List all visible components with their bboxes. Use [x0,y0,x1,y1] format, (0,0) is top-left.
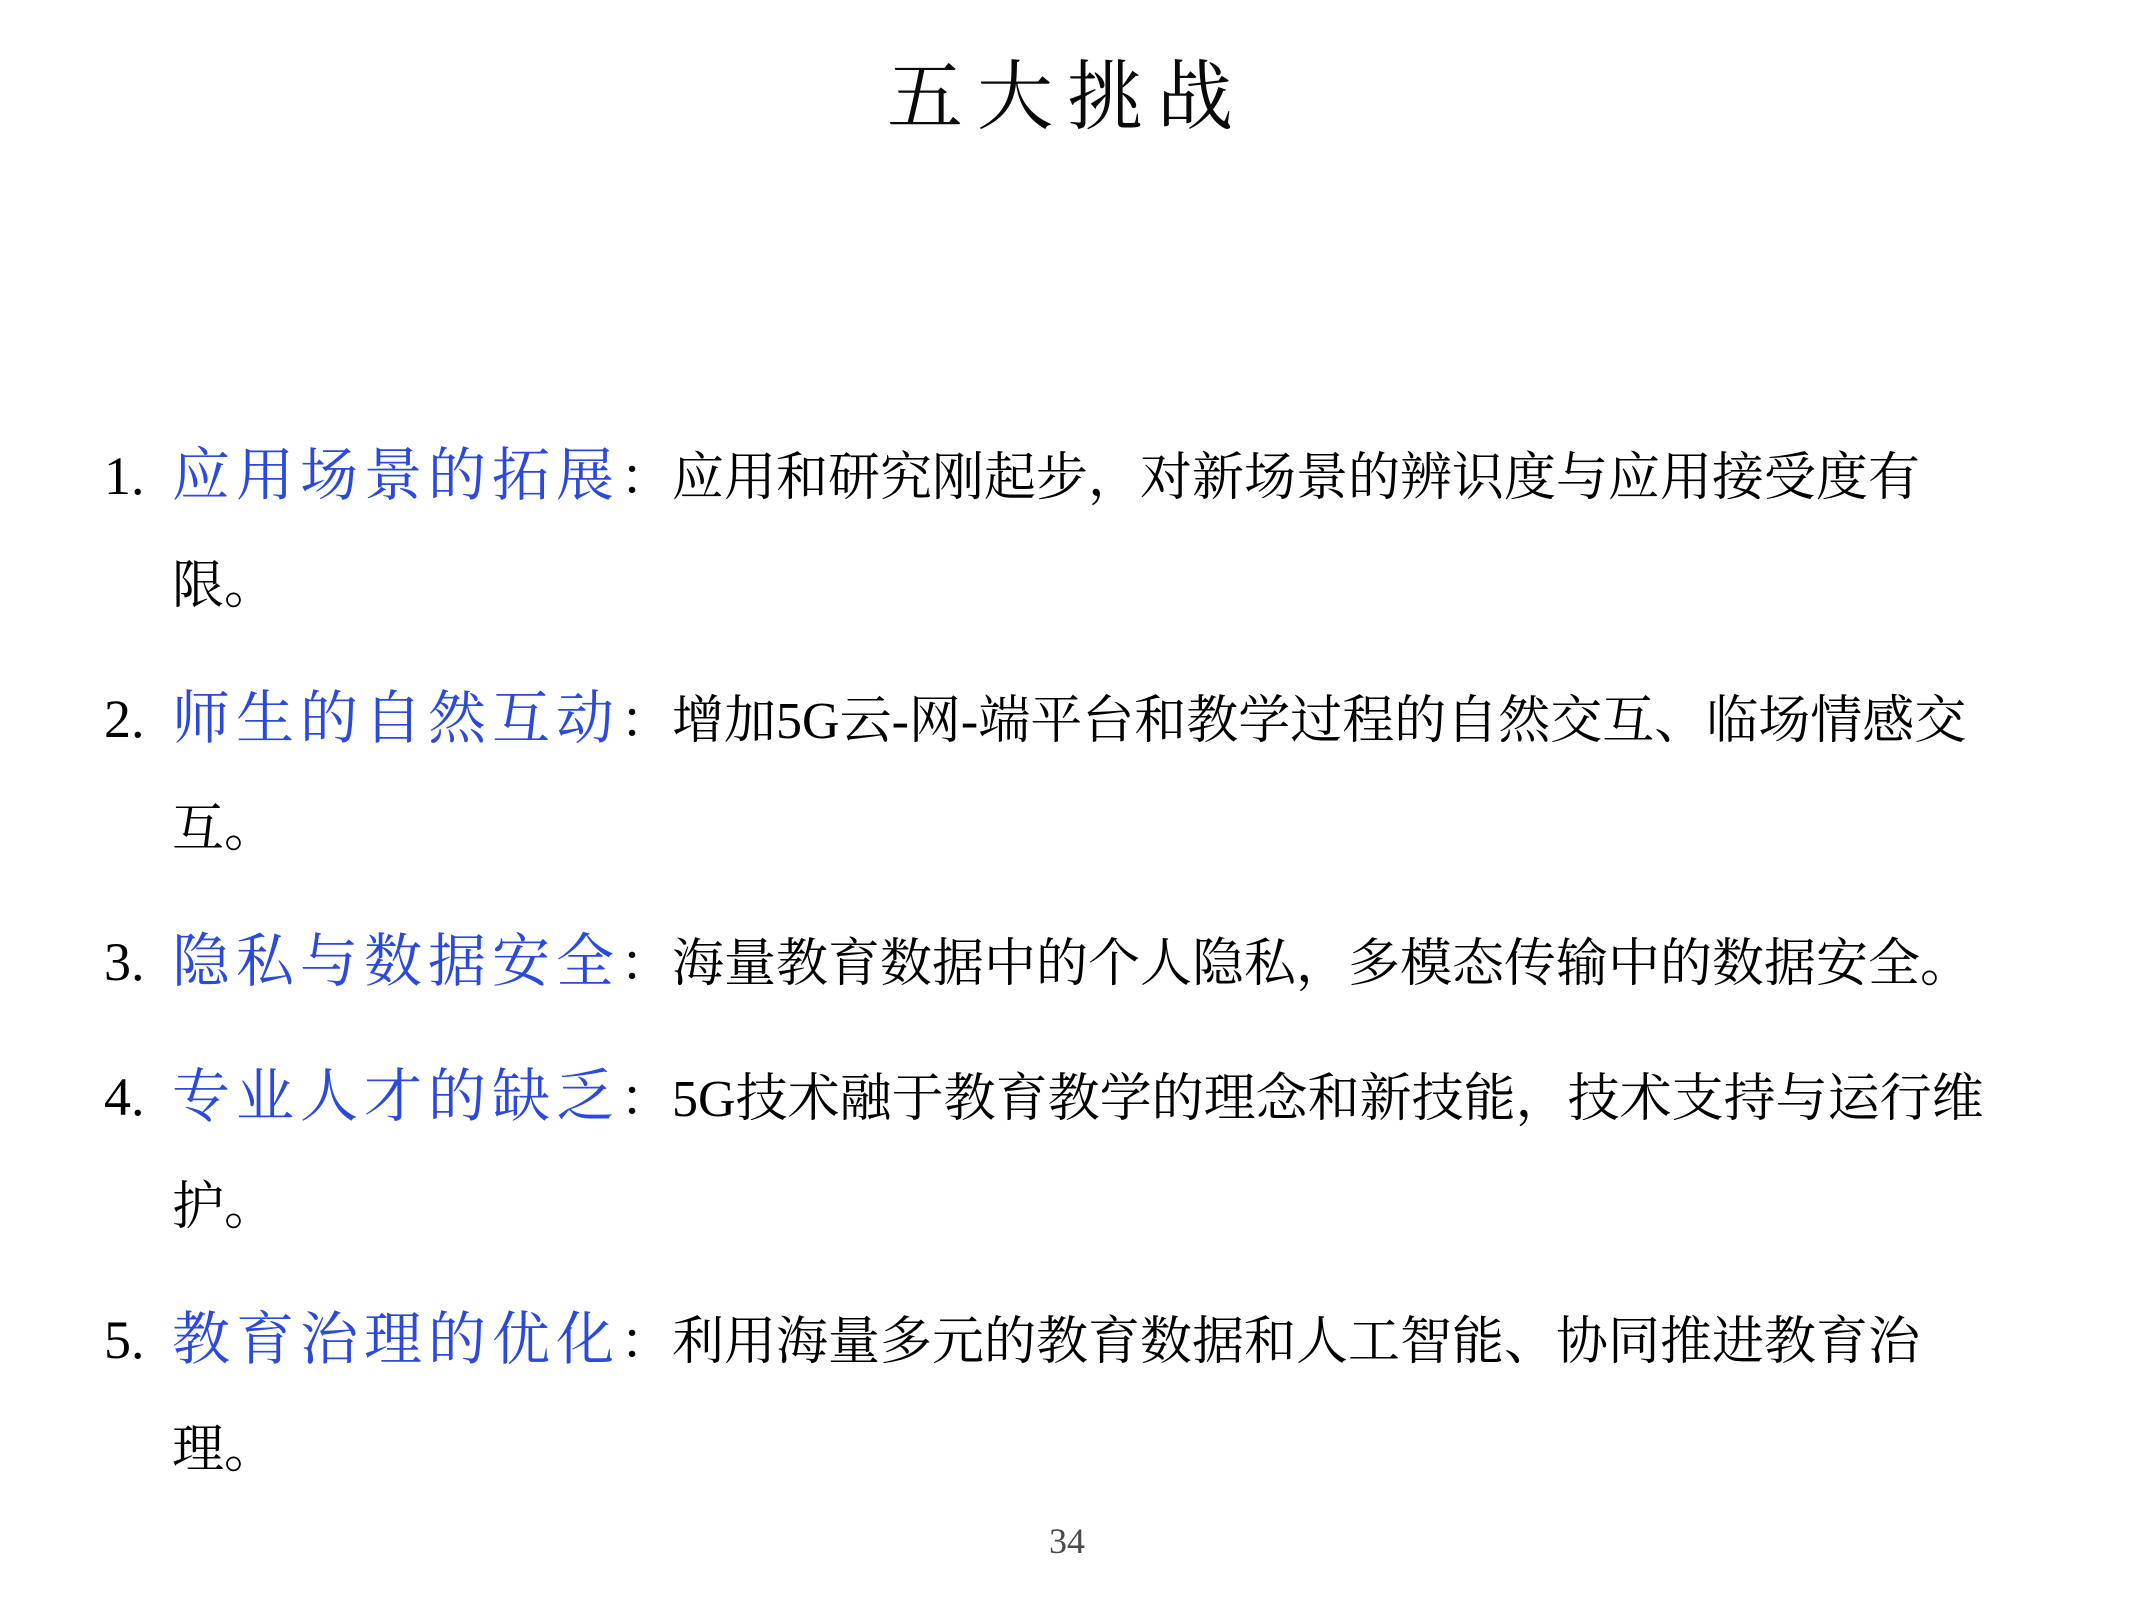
item-description: 增加5G云-网-端平台和教学过程的自然交互、临场情感交互。 [172,693,1967,858]
item-heading: 隐私与数据安全 [172,929,621,994]
item-heading: 教育治理的优化 [172,1307,621,1372]
item-heading: 师生的自然互动 [172,686,621,751]
item-description: 利用海量多元的教育数据和人工智能、协同推进教育治理。 [172,1314,1921,1479]
item-separator: ： [620,936,673,993]
item-separator: ： [620,693,673,750]
item-separator: ： [620,450,673,507]
page-number: 34 [1049,1521,1085,1561]
item-separator: ： [620,1314,673,1371]
item-description: 5G技术融于教育教学的理念和新技能，技术支持与运行维护。 [172,1071,1984,1236]
item-number: 2. [104,689,145,749]
list-item [0,1286,2024,1505]
item-number: 1. [104,446,145,506]
list-item [0,665,2024,884]
item-number: 4. [104,1067,145,1127]
list-item [0,908,2024,1019]
item-description: 应用和研究刚起步，对新场景的辨识度与应用接受度有限。 [172,450,1921,615]
item-number: 5. [104,1310,145,1370]
list-item [0,1043,2024,1262]
item-description: 海量教育数据中的个人隐私，多模态传输中的数据安全。 [672,936,1973,993]
list-item [0,422,2024,641]
item-heading: 应用场景的拓展 [172,443,621,508]
item-heading: 专业人才的缺乏 [172,1064,621,1129]
item-number: 3. [104,932,145,992]
page-title: 五大挑战 [887,56,1247,140]
challenge-list [0,422,2134,1529]
item-separator: ： [620,1071,673,1128]
